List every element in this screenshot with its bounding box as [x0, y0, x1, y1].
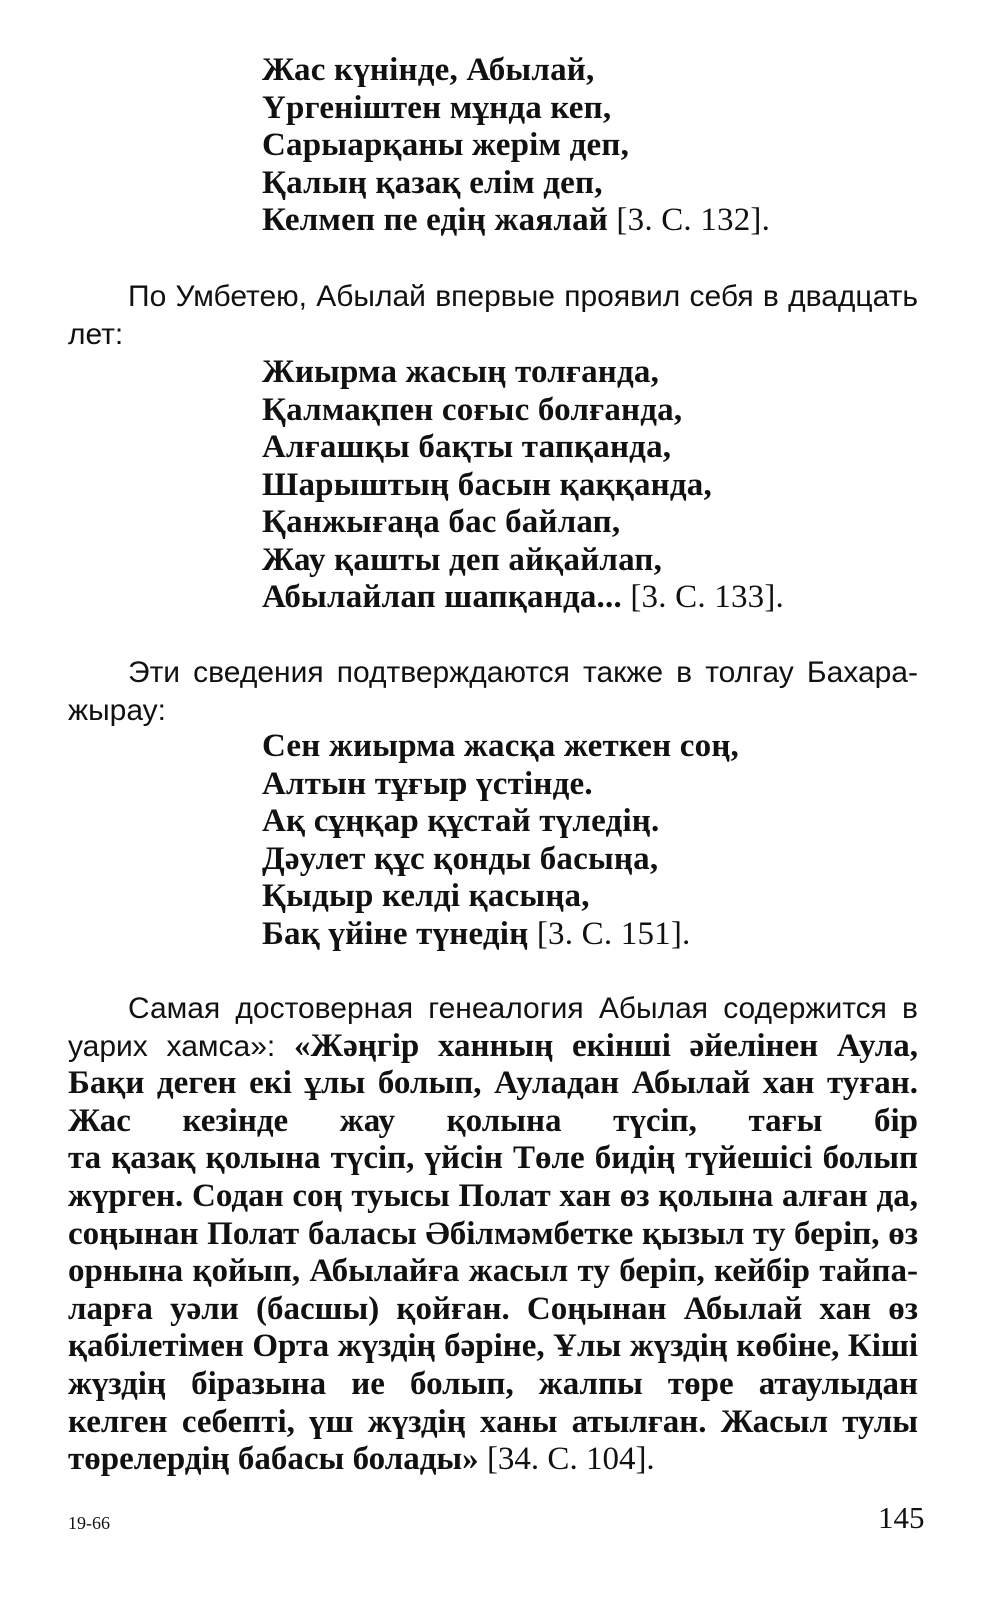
page-number: 145 [878, 1500, 925, 1535]
paragraph-2 [68, 654, 918, 729]
verse-line: Қыдыр келді қасыңа, [262, 878, 590, 914]
paragraph-text: Эти сведения подтверждаются также в толгау Бахара- [128, 656, 918, 689]
quote-line [68, 1366, 918, 1404]
verse-line: Қалмақпен соғыс болғанда, [262, 391, 683, 428]
verse-line: Қалың қазақ елім деп, [262, 164, 603, 201]
quote-text: ларға уәли (басшы) қойған. Соңынан Абылай хан өз [68, 1290, 918, 1327]
paragraph-3 [68, 990, 918, 1479]
verse-block-1 [262, 52, 770, 240]
verse-line: Жау қашты деп айқайлап, [262, 541, 663, 578]
quote-line [68, 1065, 918, 1103]
paragraph-line: лет: [68, 317, 124, 351]
verse-line: Дәулет құс қонды басыңа, [262, 840, 659, 877]
paragraph-text: Самая достоверная генеалогия Абылая содержится в [128, 992, 918, 1025]
verse-line: Шарыштың басын қаққанда, [262, 466, 712, 503]
quote-line [68, 1140, 918, 1178]
verse-line: Алтын тұғыр үстінде. [262, 765, 593, 802]
paragraph-line [68, 990, 918, 1028]
quote-text: келген себепті, үш жүздің ханы атылған. Жасыл тулы [68, 1403, 918, 1440]
quote-text: Жас кезінде жау қолына түсіп, тағы бір [68, 1102, 918, 1139]
quote-text: «Жәңгір ханның екінші әйелінен Аула, [293, 1027, 918, 1064]
verse-line-last [262, 202, 770, 240]
quote-text: жүрген. Содан соң туысы Полат хан өз қолына алған да, [68, 1177, 918, 1214]
verse-block-2 [262, 354, 784, 617]
paragraph-line [68, 278, 918, 316]
quote-line-last [68, 1441, 918, 1479]
verse-line: Алғашқы бақты тапқанда, [262, 429, 672, 465]
quote-line [68, 1178, 918, 1216]
paragraph-line [68, 654, 918, 692]
verse-line: Сарыарқаны жерім деп, [262, 127, 630, 163]
citation: [3. С. 132]. [607, 202, 771, 238]
verse-line: Ақ сұңқар құстай түледің. [262, 803, 660, 839]
quote-text: төрелердің бабасы болады» [68, 1441, 479, 1478]
verse-line: Жиырма жасың толғанда, [262, 354, 660, 390]
verse-text: Бақ үйіне түнедің [262, 915, 529, 952]
citation: [3. С. 133]. [621, 579, 784, 615]
paragraph-1 [68, 278, 918, 353]
signature-mark: 19-66 [68, 1513, 110, 1533]
quote-text: қабілетімен Орта жүздің бәріне, Ұлы жүздің көбіне, Кіші [68, 1328, 918, 1365]
quote-text: орнына қойып, Абылайға жасыл ту беріп, кейбір тайпа- [68, 1253, 918, 1290]
citation: [34. С. 104]. [478, 1441, 655, 1478]
quote-line [68, 1216, 918, 1254]
verse-line: Жас күнінде, Абылай, [262, 52, 595, 88]
quote-text: соңынан Полат баласы Әбілмәмбетке қызыл ту беріп, өз [68, 1215, 918, 1252]
verse-text: Абылайлап шапқанда... [262, 579, 622, 615]
quote-text: Бақи деген екі ұлы болып, Ауладан Абылай хан туған. [68, 1065, 918, 1102]
citation: [3. С. 151]. [528, 915, 691, 952]
verse-line: Үргеніштен мұнда кеп, [262, 89, 612, 126]
verse-line: Сен жиырма жасқа жеткен соң, [262, 728, 740, 764]
quote-line [68, 1328, 918, 1366]
paragraph-text: уарих хамса»: [68, 1029, 294, 1063]
quote-line [68, 1404, 918, 1442]
quote-line [68, 1291, 918, 1329]
quote-line [68, 1103, 918, 1141]
verse-line: Қанжығаңа бас байлап, [262, 504, 621, 540]
paragraph-line [68, 1028, 918, 1066]
quote-text: жүздің біразына ие болып, жалпы төре атаулыдан [68, 1365, 918, 1402]
verse-line-last [262, 916, 739, 954]
verse-block-3 [262, 728, 739, 953]
paragraph-text: По Умбетею, Абылай впервые проявил себя в двадцать [128, 280, 918, 313]
paragraph-line: жырау: [68, 693, 166, 727]
quote-line [68, 1253, 918, 1291]
quote-text: та қазақ қолына түсіп, үйсін Төле бидің түйешісі болып [68, 1140, 918, 1177]
verse-line-last [262, 579, 784, 617]
verse-text: Келмеп пе едің жаялай [262, 202, 608, 238]
